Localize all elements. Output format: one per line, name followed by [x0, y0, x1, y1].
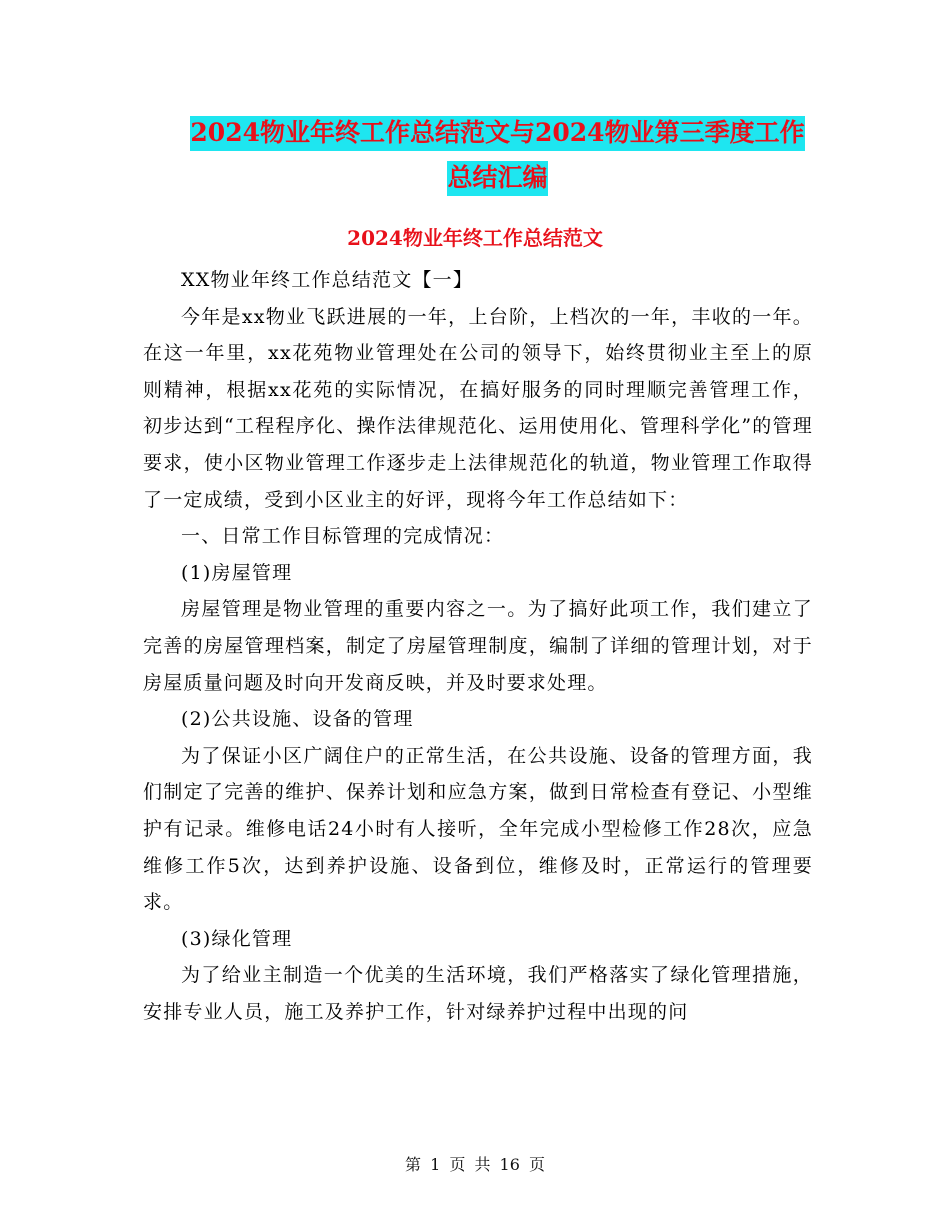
paragraph-heading: XX物业年终工作总结范文【一】	[181, 269, 474, 291]
paragraph-heading: (3)绿化管理	[181, 927, 293, 950]
paragraph-heading: (1)房屋管理	[181, 561, 293, 584]
paragraph-heading: 一、日常工作目标管理的完成情况：	[181, 525, 505, 548]
paragraph: 为了给业主制造一个优美的生活环境，我们严格落实了绿化管理措施，安排专业人员，施工及养护工作，针对绿养护过程中出现的问	[143, 964, 813, 1023]
title-line-1: 2024物业年终工作总结范文与2024物业第三季度工作	[190, 116, 804, 151]
document-body	[143, 262, 813, 1030]
title-line-2: 总结汇编	[447, 161, 547, 196]
page-footer: 第 1 页 共 16 页	[405, 1155, 545, 1174]
paragraph: 今年是xx物业飞跃进展的一年，上台阶，上档次的一年，丰收的一年。在这一年里，xx花苑物业管理处在公司的领导下，始终贯彻业主至上的原则精神，根据xx花苑的实际情况，在搞好服务的同时理顺完善管理工作，初步达到“工程程序化、操作法律规范化、运用使用化、管理科学化”的管理要求，使小区物业管理工作逐步走上法律规范化的轨道，物业管理工作取得了一定成绩，受到小区业主的好评，现将今年工作总结如下：	[143, 305, 813, 511]
section-title: 2024物业年终工作总结范文	[347, 226, 603, 250]
paragraph: 为了保证小区广阔住户的正常生活，在公共设施、设备的管理方面，我们制定了完善的维护、保养计划和应急方案，做到日常检查有登记、小型维护有记录。维修电话24小时有人接听，全年完成小型检修工作28次，应急维修工作5次，达到养护设施、设备到位，维修及时，正常运行的管理要求。	[143, 744, 813, 914]
document-title	[140, 110, 855, 200]
paragraph-heading: (2)公共设施、设备的管理	[181, 708, 414, 731]
paragraph: 房屋管理是物业管理的重要内容之一。为了搞好此项工作，我们建立了完善的房屋管理档案，制定了房屋管理制度，编制了详细的管理计划，对于房屋质量问题及时向开发商反映，并及时要求处理。	[143, 598, 813, 694]
